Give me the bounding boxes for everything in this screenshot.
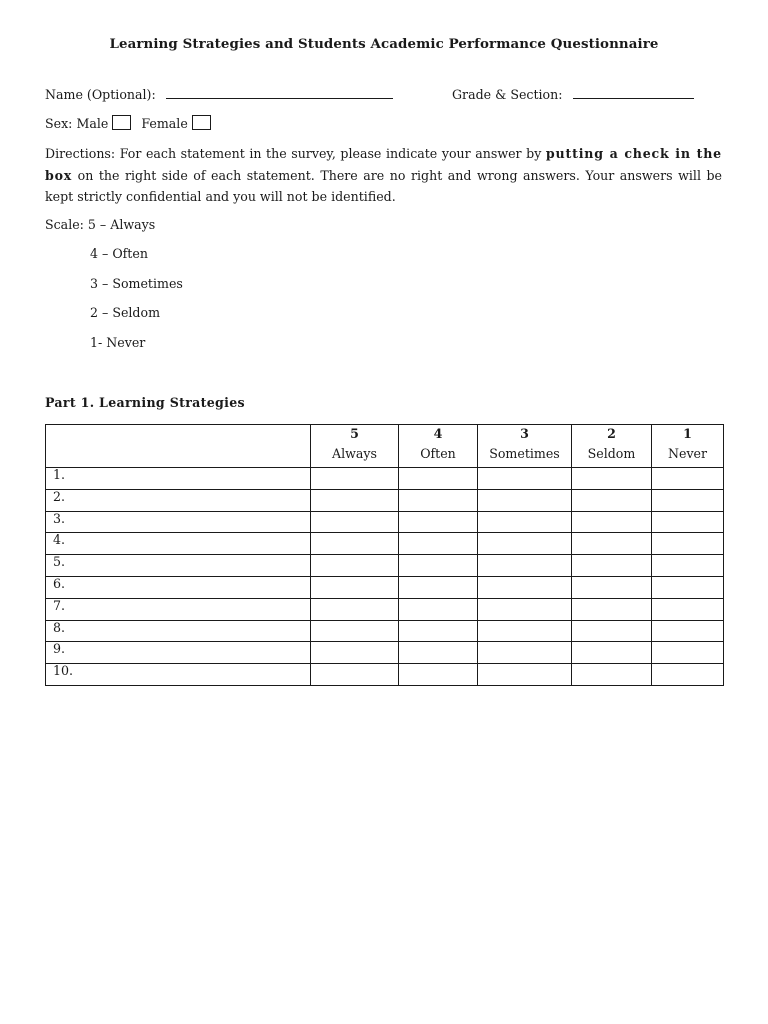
table-body	[46, 468, 724, 686]
table-row	[46, 511, 724, 533]
rating-cell[interactable]	[478, 489, 572, 511]
rating-cell[interactable]	[311, 468, 399, 490]
directions-text-1: Directions: For each statement in the survey, please indicate your answer by	[45, 146, 546, 161]
column-number: 3	[520, 426, 529, 441]
rating-cell[interactable]	[572, 664, 652, 686]
rating-cell[interactable]	[652, 511, 724, 533]
rating-cell[interactable]	[478, 620, 572, 642]
column-number: 2	[607, 426, 616, 441]
grade-label: Grade & Section:	[452, 87, 563, 102]
name-label: Name (Optional):	[45, 87, 156, 102]
directions-emphasis: putting a check in the box	[45, 146, 722, 183]
rating-cell[interactable]	[399, 620, 478, 642]
rating-cell[interactable]	[572, 511, 652, 533]
grade-line	[452, 86, 694, 102]
table-row	[46, 664, 724, 686]
scale-line-4: 4 – Often	[90, 246, 148, 261]
female-label: Female	[141, 116, 188, 131]
rating-cell[interactable]	[478, 533, 572, 555]
rating-cell[interactable]	[311, 511, 399, 533]
table-row	[46, 576, 724, 598]
rating-cell[interactable]	[478, 555, 572, 577]
rating-cell[interactable]	[572, 468, 652, 490]
table-row	[46, 598, 724, 620]
statement-cell: 8.	[46, 620, 311, 642]
scale-line-5: Scale: 5 – Always	[45, 217, 156, 232]
table-row	[46, 489, 724, 511]
rating-cell[interactable]	[572, 598, 652, 620]
column-header-always	[311, 425, 399, 468]
column-header-often	[399, 425, 478, 468]
rating-cell[interactable]	[399, 576, 478, 598]
rating-cell[interactable]	[399, 642, 478, 664]
rating-cell[interactable]	[399, 533, 478, 555]
rating-cell[interactable]	[311, 533, 399, 555]
rating-cell[interactable]	[572, 533, 652, 555]
column-label: Sometimes	[489, 446, 560, 461]
table-row	[46, 468, 724, 490]
directions-paragraph	[45, 143, 722, 208]
male-checkbox[interactable]	[112, 115, 131, 130]
rating-cell[interactable]	[399, 664, 478, 686]
statement-cell: 7.	[46, 598, 311, 620]
column-number: 5	[350, 426, 359, 441]
column-label: Often	[420, 446, 456, 461]
name-field[interactable]	[166, 86, 393, 99]
rating-cell[interactable]	[572, 555, 652, 577]
rating-cell[interactable]	[652, 555, 724, 577]
rating-cell[interactable]	[652, 489, 724, 511]
rating-cell[interactable]	[478, 511, 572, 533]
rating-table	[45, 424, 724, 686]
scale-line-3: 3 – Sometimes	[90, 276, 183, 291]
scale-line-2: 2 – Seldom	[90, 305, 161, 320]
table-row	[46, 555, 724, 577]
rating-cell[interactable]	[311, 576, 399, 598]
rating-cell[interactable]	[399, 489, 478, 511]
male-label: Male	[76, 116, 109, 131]
statement-cell: 1.	[46, 468, 311, 490]
table-row	[46, 642, 724, 664]
table-row	[46, 620, 724, 642]
rating-cell[interactable]	[572, 642, 652, 664]
rating-cell[interactable]	[399, 598, 478, 620]
statement-cell: 10.	[46, 664, 311, 686]
statement-cell: 9.	[46, 642, 311, 664]
table-row	[46, 533, 724, 555]
rating-cell[interactable]	[399, 511, 478, 533]
scale-line-1: 1- Never	[90, 335, 146, 350]
rating-cell[interactable]	[478, 664, 572, 686]
rating-cell[interactable]	[311, 664, 399, 686]
sex-line	[45, 115, 211, 131]
rating-cell[interactable]	[572, 489, 652, 511]
rating-cell[interactable]	[652, 468, 724, 490]
part-title: Part 1. Learning Strategies	[45, 395, 245, 410]
sex-label: Sex:	[45, 116, 73, 131]
document-title: Learning Strategies and Students Academic Performance Questionnaire	[109, 36, 659, 52]
rating-cell[interactable]	[652, 533, 724, 555]
statement-cell: 6.	[46, 576, 311, 598]
statement-cell: 4.	[46, 533, 311, 555]
rating-cell[interactable]	[478, 598, 572, 620]
female-checkbox[interactable]	[192, 115, 211, 130]
rating-cell[interactable]	[311, 489, 399, 511]
rating-cell[interactable]	[478, 576, 572, 598]
statement-cell: 5.	[46, 555, 311, 577]
rating-cell[interactable]	[399, 555, 478, 577]
column-header-sometimes	[478, 425, 572, 468]
directions-text-2: on the right side of each statement. There are no right and wrong answers. Your answers will be kept strictly confidential and you will not be identified.	[45, 167, 722, 204]
column-label: Seldom	[587, 446, 636, 461]
rating-cell[interactable]	[572, 576, 652, 598]
column-number: 1	[683, 426, 692, 441]
rating-cell[interactable]	[311, 598, 399, 620]
rating-cell[interactable]	[652, 664, 724, 686]
rating-cell[interactable]	[399, 468, 478, 490]
rating-cell[interactable]	[652, 642, 724, 664]
statement-cell: 3.	[46, 511, 311, 533]
rating-cell[interactable]	[311, 555, 399, 577]
table-header-row	[46, 425, 724, 468]
column-header-never	[652, 425, 724, 468]
rating-cell[interactable]	[311, 642, 399, 664]
rating-cell[interactable]	[478, 468, 572, 490]
statement-cell: 2.	[46, 489, 311, 511]
column-number: 4	[433, 426, 443, 441]
statement-header-cell	[46, 425, 311, 468]
rating-cell[interactable]	[572, 620, 652, 642]
rating-cell[interactable]	[652, 620, 724, 642]
rating-cell[interactable]	[652, 598, 724, 620]
rating-cell[interactable]	[652, 576, 724, 598]
column-label: Always	[332, 446, 377, 461]
name-line	[45, 86, 393, 102]
rating-cell[interactable]	[478, 642, 572, 664]
grade-field[interactable]	[573, 86, 694, 99]
column-header-seldom	[572, 425, 652, 468]
column-label: Never	[667, 446, 708, 461]
rating-cell[interactable]	[311, 620, 399, 642]
